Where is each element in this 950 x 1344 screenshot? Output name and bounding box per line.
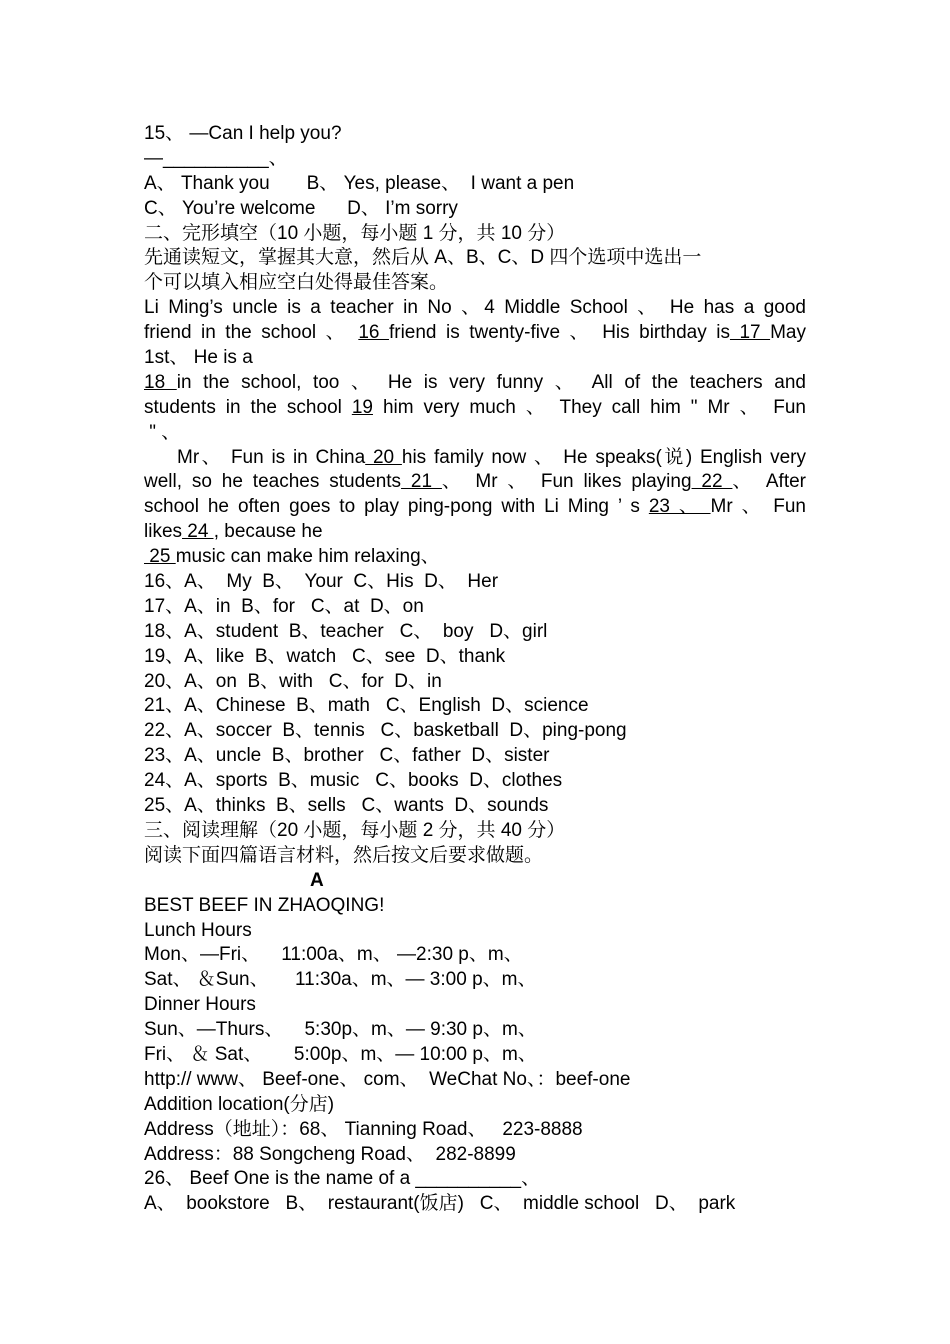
reading-a-line: Mon、—Fri、 11:00a、m、 —2:30 p、m、 bbox=[144, 944, 523, 966]
reading-a-line: Address：88 Songcheng Road、 282-8899 bbox=[144, 1143, 516, 1165]
reading-a-line: Sat、 ＆Sun、 11:30a、m、— 3:00 p、m、 bbox=[144, 969, 537, 991]
passage-text: him very much 、 They call him " Mr 、 Fun bbox=[372, 396, 806, 418]
passage-line-11 bbox=[144, 545, 806, 570]
passage-text: students in the school bbox=[144, 396, 352, 418]
passage-line-8 bbox=[144, 470, 806, 495]
reading-a-line: http:// www、 Beef-one、 com、 WeChat No、：beef-one bbox=[144, 1068, 631, 1090]
passage-line-6: " 、 bbox=[144, 421, 181, 443]
passage-text: friend is twenty-five 、 His birthday is bbox=[388, 322, 730, 344]
choice-line: 24、A、sports B、music C、books D、clothes bbox=[144, 770, 563, 792]
passage-text: 、 Mr 、 Fun likes playing bbox=[441, 471, 692, 493]
choice-line: 18、A、student B、teacher C、 boy D、girl bbox=[144, 620, 548, 642]
blank-23: 23 、 bbox=[648, 496, 711, 518]
document-page bbox=[144, 122, 806, 1217]
section-3-instruction: 阅读下面四篇语言材料，然后按文后要求做题。 bbox=[144, 844, 544, 866]
reading-a-line: Address（地址）：68、 Tianning Road、 223-8888 bbox=[144, 1118, 583, 1140]
reading-a-label: A bbox=[310, 869, 324, 891]
reading-a-line: Addition location(分店) bbox=[144, 1093, 335, 1115]
section-2-instruction-line1: 先通读短文，掌握其大意，然后从 A、B、C、D 四个选项中选出一 bbox=[144, 247, 702, 269]
question-15-options-line1: A、 Thank you B、 Yes, please、 I want a pen bbox=[144, 172, 575, 194]
blank-18: 18 bbox=[144, 371, 177, 393]
blank-17: 17 bbox=[729, 322, 771, 344]
passage-text: in the school, too 、 He is very funny 、 All of the teachers and bbox=[176, 371, 806, 393]
choice-line: 20、A、on B、with C、for D、in bbox=[144, 670, 442, 692]
choice-line: 25、A、thinks B、sells C、wants D、sounds bbox=[144, 795, 549, 817]
blank-19: 19 bbox=[351, 396, 373, 418]
passage-text: Mr、 Fun is in China bbox=[177, 446, 366, 468]
section-2-instruction-line2: 个可以填入相应空白处得最佳答案。 bbox=[144, 272, 449, 294]
passage-text: Mr 、 Fun bbox=[710, 496, 806, 518]
question-15-blank: —__________、 bbox=[144, 147, 288, 169]
passage-line-4 bbox=[144, 371, 806, 396]
choice-line: 21、A、Chinese B、math C、English D、science bbox=[144, 695, 589, 717]
passage-text: well, so he teaches students bbox=[144, 471, 402, 493]
question-15-options-line2: C、 You’re welcome D、 I’m sorry bbox=[144, 197, 458, 219]
section-2-title: 二、完形填空（10 小题，每小题 1 分，共 10 分） bbox=[144, 222, 566, 244]
question-26-options: A、 bookstore B、 restaurant(饭店) C、 middle school D、 park bbox=[144, 1193, 736, 1215]
choice-line: 19、A、like B、watch C、see D、thank bbox=[144, 645, 506, 667]
blank-25: 25 bbox=[144, 546, 176, 568]
blank-22: 22 bbox=[691, 471, 733, 493]
passage-line-3: 1st、 He is a bbox=[144, 347, 253, 369]
passage-line-10 bbox=[144, 520, 806, 545]
passage-line-9 bbox=[144, 495, 806, 520]
blank-24: 24 , bbox=[182, 521, 219, 543]
blank-20: 20 bbox=[365, 446, 402, 468]
question-15-stem: 15、 —Can I help you? bbox=[144, 123, 342, 144]
blank-16: 16 bbox=[358, 322, 389, 344]
choice-line: 22、A、soccer B、tennis C、basketball D、ping-pong bbox=[144, 720, 627, 742]
choice-line: 17、A、in B、for C、at D、on bbox=[144, 595, 424, 617]
blank-21: 21 bbox=[401, 471, 442, 493]
passage-text: his family now 、 He speaks(说) English very bbox=[401, 446, 806, 468]
passage-line-7 bbox=[144, 446, 806, 471]
passage-text: 、 After bbox=[732, 471, 806, 493]
passage-line-5 bbox=[144, 396, 806, 421]
reading-a-line: Sun、—Thurs、 5:30p、m、— 9:30 p、m、 bbox=[144, 1019, 537, 1041]
reading-a-line: Fri、 ＆ Sat、 5:00p、m、— 10:00 p、m、 bbox=[144, 1043, 537, 1065]
passage-text: May bbox=[770, 322, 806, 344]
passage-line-2 bbox=[144, 321, 806, 346]
reading-a-line: Lunch Hours bbox=[144, 919, 252, 941]
choice-line: 16、A、 My B、 Your C、His D、 Her bbox=[144, 571, 499, 593]
reading-a-line: BEST BEEF IN ZHAOQING! bbox=[144, 894, 385, 916]
passage-text: school he often goes to play ping-pong with Li Ming ’ s bbox=[144, 496, 649, 518]
passage-line-1: Li Ming’s uncle is a teacher in No 、4 Middle School 、 He has a good bbox=[144, 297, 806, 319]
passage-text: friend in the school 、 bbox=[144, 322, 359, 344]
section-3-title: 三、阅读理解（20 小题，每小题 2 分，共 40 分） bbox=[144, 819, 566, 841]
passage-text: music can make him relaxing、 bbox=[175, 546, 440, 568]
choice-line: 23、A、uncle B、brother C、father D、sister bbox=[144, 745, 550, 767]
question-26-stem: 26、 Beef One is the name of a __________、 bbox=[144, 1168, 541, 1190]
passage-text: likes bbox=[144, 521, 183, 543]
reading-a-line: Dinner Hours bbox=[144, 994, 256, 1016]
passage-text: because he bbox=[219, 521, 323, 543]
